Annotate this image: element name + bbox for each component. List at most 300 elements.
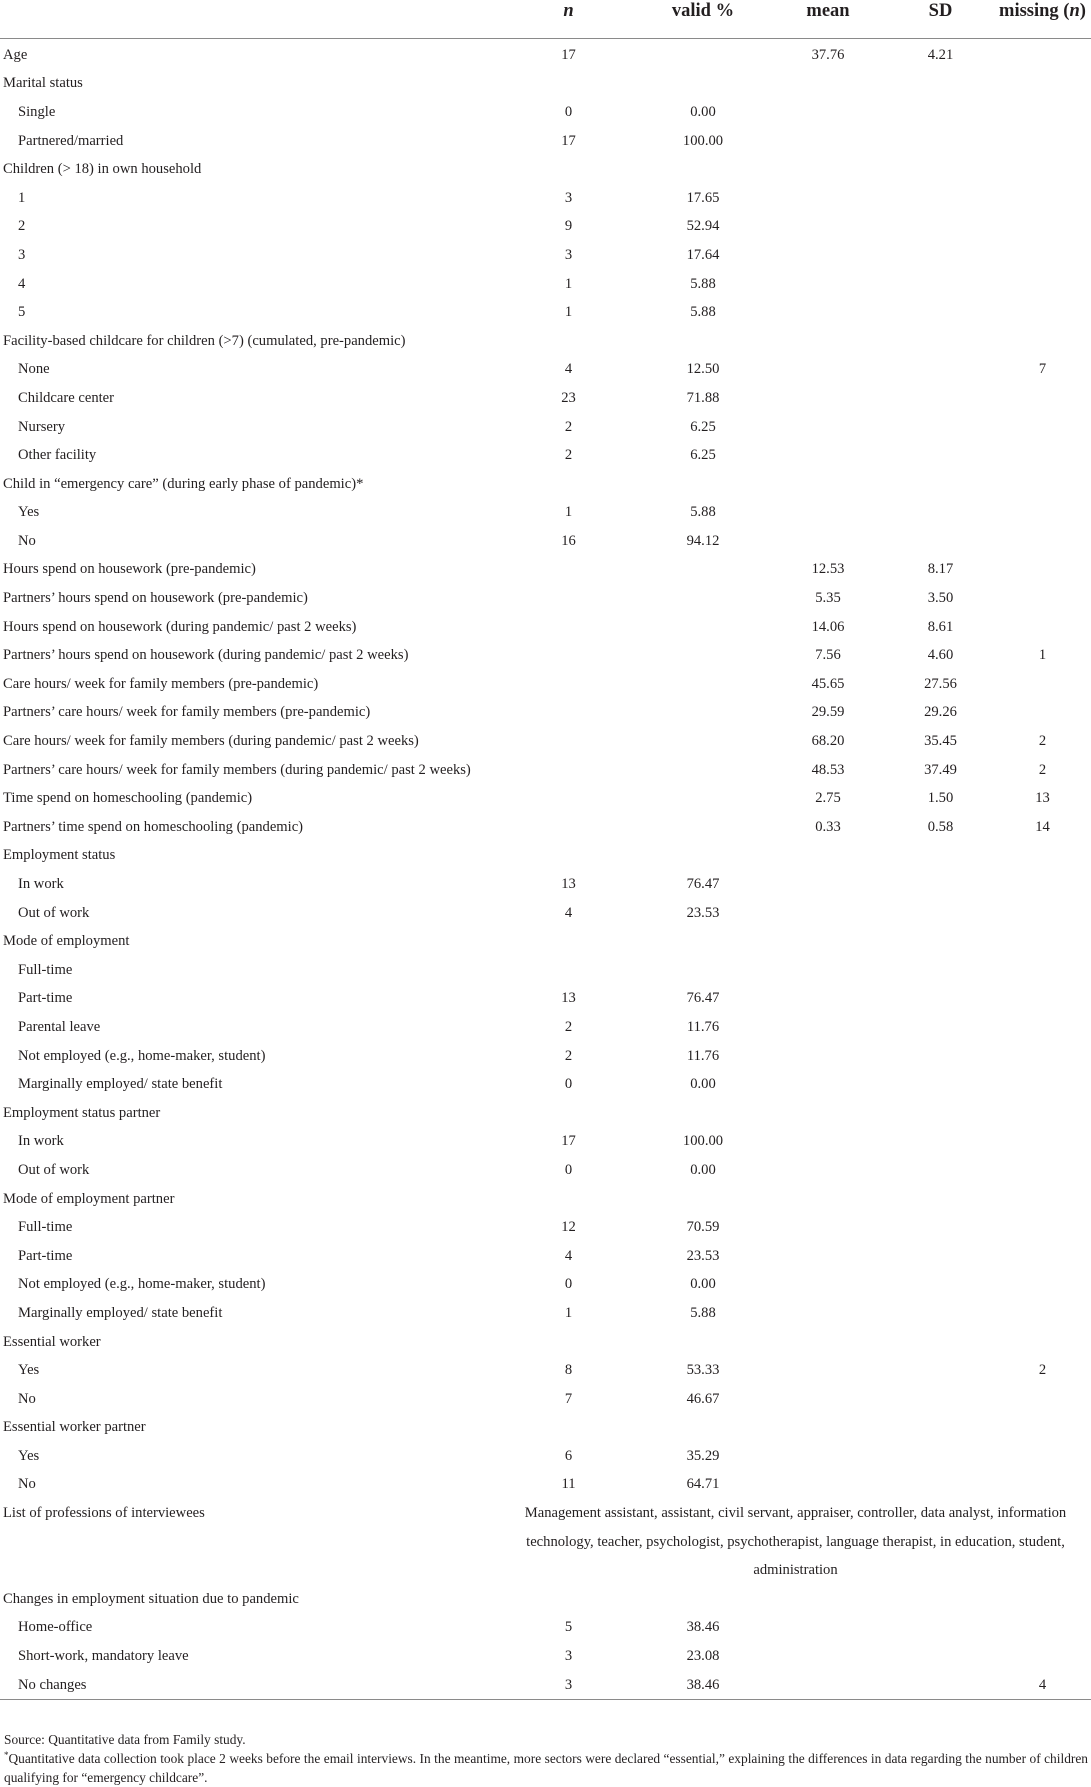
table-row: [0, 1042, 1091, 1071]
sd-cell: [887, 356, 994, 385]
n-cell: 2: [564, 418, 573, 435]
row-label: Changes in employment situation due to pandemic: [3, 1590, 299, 1607]
row-label: Employment status: [3, 847, 116, 864]
n-cell: 1: [564, 1304, 573, 1321]
n-cell: 4: [564, 361, 573, 378]
missing-cell: [994, 1213, 1091, 1242]
row-label: In work: [18, 1133, 64, 1150]
table-row: [0, 527, 1091, 556]
n-cell: [500, 327, 637, 356]
n-cell: 11: [561, 1476, 576, 1493]
n-cell: 0: [564, 1276, 573, 1293]
table-row: [0, 1013, 1091, 1042]
header-row: [0, 0, 1091, 39]
mean-cell: [769, 1156, 887, 1185]
missing-cell: 13: [1035, 790, 1050, 807]
header-label: [0, 0, 500, 39]
mean-cell: 0.33: [815, 818, 841, 835]
sd-cell: 3.50: [927, 590, 954, 607]
sd-cell: 1.50: [927, 790, 954, 807]
mean-cell: [769, 1471, 887, 1500]
table-row: [0, 499, 1091, 528]
valid-percent-cell: 12.50: [686, 361, 720, 378]
professions-list: Management assistant, assistant, civil servant, appraiser, controller, data analyst, information technology, teacher, psychologist, psychotherapist, language therapist, in education, student, administration: [524, 1505, 1067, 1579]
missing-cell: [994, 155, 1091, 184]
valid-percent-cell: 5.88: [690, 504, 716, 521]
valid-percent-cell: 46.67: [686, 1390, 720, 1407]
n-cell: 4: [564, 904, 573, 921]
row-label: No: [18, 1476, 36, 1493]
valid-percent-cell: [637, 813, 769, 842]
row-label: Marginally employed/ state benefit: [18, 1076, 223, 1093]
table-row: [0, 956, 1091, 985]
valid-percent-cell: 17.65: [686, 189, 720, 206]
sd-cell: 37.49: [924, 761, 957, 778]
n-cell: 3: [500, 1671, 637, 1700]
missing-cell: [994, 1242, 1091, 1271]
missing-cell: [994, 899, 1091, 928]
row-label: 4: [18, 275, 26, 292]
mean-cell: 37.76: [811, 46, 845, 63]
row-label: Nursery: [18, 418, 66, 435]
sd-cell: 4.60: [927, 647, 954, 664]
valid-percent-cell: [637, 470, 769, 499]
row-label: Facility-based childcare for children (>7) (cumulated, pre-pandemic): [3, 332, 406, 349]
valid-percent-cell: [637, 39, 769, 70]
valid-percent-cell: 94.12: [686, 532, 720, 549]
row-label: Part-time: [18, 990, 73, 1007]
row-label: Not employed (e.g., home-maker, student): [18, 1047, 266, 1064]
table-row: [0, 1156, 1091, 1185]
missing-cell: [994, 1385, 1091, 1414]
table-row: [0, 870, 1091, 899]
valid-percent-cell: 35.29: [686, 1447, 720, 1464]
missing-cell: [994, 1013, 1091, 1042]
sd-cell: 8.61: [927, 618, 954, 635]
sd-cell: [887, 899, 994, 928]
table-row: [0, 413, 1091, 442]
sd-cell: [887, 1442, 994, 1471]
missing-cell: [994, 70, 1091, 99]
row-label: Care hours/ week for family members (during pandemic/ past 2 weeks): [3, 733, 419, 750]
missing-cell: 2: [1038, 733, 1047, 750]
mean-cell: [769, 470, 887, 499]
table-row: [0, 584, 1091, 613]
valid-percent-cell: [637, 1414, 769, 1443]
table-row: [0, 813, 1091, 842]
missing-cell: [994, 384, 1091, 413]
valid-percent-cell: [637, 1328, 769, 1357]
n-cell: 2: [564, 447, 573, 464]
n-cell: [500, 1414, 637, 1443]
n-cell: 0: [564, 103, 573, 120]
valid-percent-cell: 38.46: [637, 1671, 769, 1700]
header-missing-n: n: [1069, 1, 1080, 21]
missing-cell: [994, 527, 1091, 556]
row-label: Child in “emergency care” (during early phase of pandemic)*: [3, 475, 364, 492]
sd-cell: [887, 155, 994, 184]
row-label: Age: [3, 46, 28, 63]
sd-cell: [887, 1642, 994, 1671]
row-label: Hours spend on housework (during pandemic/ past 2 weeks): [3, 618, 357, 635]
missing-cell: [994, 1471, 1091, 1500]
missing-cell: [994, 1128, 1091, 1157]
table-row: [0, 756, 1091, 785]
missing-cell: [994, 270, 1091, 299]
valid-percent-cell: [637, 842, 769, 871]
sd-cell: [887, 1213, 994, 1242]
table-row: [0, 1614, 1091, 1643]
mean-cell: [769, 127, 887, 156]
n-cell: [500, 70, 637, 99]
table-row: [0, 927, 1091, 956]
professions-row: [0, 1499, 1091, 1585]
missing-cell: [994, 699, 1091, 728]
valid-percent-cell: [637, 556, 769, 585]
missing-cell: 7: [1038, 361, 1047, 378]
mean-cell: 2.75: [815, 790, 841, 807]
missing-cell: 1: [1038, 647, 1047, 664]
n-cell: [500, 641, 637, 670]
table-row: [0, 613, 1091, 642]
valid-percent-cell: [637, 756, 769, 785]
missing-cell: [994, 842, 1091, 871]
sd-cell: [887, 1271, 994, 1300]
table-row: [0, 39, 1091, 70]
sd-cell: [887, 384, 994, 413]
row-label: Partners’ time spend on homeschooling (pandemic): [3, 818, 304, 835]
mean-cell: [769, 1614, 887, 1643]
row-label: Partners’ care hours/ week for family members (pre-pandemic): [3, 704, 371, 721]
mean-cell: [769, 870, 887, 899]
row-label: No: [18, 532, 36, 549]
row-label: Not employed (e.g., home-maker, student): [18, 1276, 266, 1293]
sd-cell: [887, 1585, 994, 1614]
sd-cell: [887, 1070, 994, 1099]
table-row: [0, 127, 1091, 156]
n-cell: 1: [564, 304, 573, 321]
mean-cell: [769, 899, 887, 928]
sd-cell: [887, 927, 994, 956]
valid-percent-cell: [637, 784, 769, 813]
header-sd: SD: [887, 0, 994, 39]
table-row: [0, 441, 1091, 470]
valid-percent-cell: 100.00: [682, 1133, 724, 1150]
n-cell: 8: [564, 1362, 573, 1379]
row-label: Full-time: [18, 1219, 73, 1236]
valid-percent-cell: [637, 1099, 769, 1128]
missing-cell: [994, 499, 1091, 528]
table-notes: [4, 1730, 1088, 1787]
valid-percent-cell: 11.76: [686, 1047, 720, 1064]
row-label: Partnered/married: [18, 132, 124, 149]
missing-cell: [994, 613, 1091, 642]
table-row: [0, 155, 1091, 184]
valid-percent-cell: [637, 956, 769, 985]
table-row: [0, 1213, 1091, 1242]
mean-cell: [769, 927, 887, 956]
row-label: Part-time: [18, 1247, 73, 1264]
n-cell: [500, 556, 637, 585]
n-cell: 17: [561, 46, 576, 63]
missing-cell: [994, 1328, 1091, 1357]
professions-label: List of professions of interviewees: [3, 1505, 205, 1522]
mean-cell: [769, 527, 887, 556]
sd-cell: [887, 1242, 994, 1271]
mean-cell: [769, 1213, 887, 1242]
mean-cell: [769, 184, 887, 213]
sd-cell: [887, 842, 994, 871]
sd-cell: [887, 441, 994, 470]
n-cell: 2: [564, 1018, 573, 1035]
table-row: [0, 899, 1091, 928]
sd-cell: [887, 298, 994, 327]
sd-cell: [887, 499, 994, 528]
row-label: Parental leave: [18, 1018, 101, 1035]
row-label: Single: [18, 103, 56, 120]
row-label: 2: [18, 218, 26, 235]
row-label: Essential worker: [3, 1333, 101, 1350]
n-cell: [500, 1585, 637, 1614]
mean-cell: [769, 1128, 887, 1157]
missing-cell: 2: [1038, 1362, 1047, 1379]
mean-cell: [769, 1328, 887, 1357]
n-cell: 0: [564, 1161, 573, 1178]
mean-cell: [769, 213, 887, 242]
valid-percent-cell: [637, 927, 769, 956]
missing-cell: [994, 956, 1091, 985]
mean-cell: [769, 956, 887, 985]
missing-cell: [994, 241, 1091, 270]
header-valid-percent: valid %: [637, 0, 769, 39]
missing-cell: [994, 870, 1091, 899]
valid-percent-cell: 76.47: [686, 876, 720, 893]
n-cell: [500, 842, 637, 871]
row-label: 5: [18, 304, 26, 321]
table-row: [0, 1328, 1091, 1357]
valid-percent-cell: [637, 155, 769, 184]
table-row: [0, 1242, 1091, 1271]
row-label: Children (> 18) in own household: [3, 161, 202, 178]
n-cell: [500, 1185, 637, 1214]
sd-cell: 4.21: [927, 46, 954, 63]
n-cell: 3: [564, 246, 573, 263]
header-n: n: [500, 0, 637, 39]
mean-cell: [769, 356, 887, 385]
n-cell: 3: [564, 189, 573, 206]
row-label: Yes: [18, 504, 40, 521]
row-label: Partners’ care hours/ week for family members (during pandemic/ past 2 weeks): [3, 761, 471, 778]
missing-cell: [994, 441, 1091, 470]
valid-percent-cell: 0.00: [690, 1161, 716, 1178]
table-row: [0, 556, 1091, 585]
row-label: Essential worker partner: [3, 1419, 146, 1436]
table-row: [0, 842, 1091, 871]
n-cell: [500, 927, 637, 956]
n-cell: [500, 613, 637, 642]
mean-cell: [769, 1642, 887, 1671]
mean-cell: [769, 1185, 887, 1214]
table-row: [0, 213, 1091, 242]
row-label: Childcare center: [18, 389, 115, 406]
valid-percent-cell: 23.08: [686, 1648, 720, 1665]
sd-cell: [887, 1414, 994, 1443]
valid-percent-cell: 100.00: [682, 132, 724, 149]
sd-cell: [887, 327, 994, 356]
missing-cell: [994, 927, 1091, 956]
mean-cell: 12.53: [811, 561, 845, 578]
sd-cell: [887, 985, 994, 1014]
n-cell: 17: [561, 132, 576, 149]
sd-cell: [887, 98, 994, 127]
valid-percent-cell: 0.00: [690, 1076, 716, 1093]
valid-percent-cell: 11.76: [686, 1018, 720, 1035]
table-row: [0, 1356, 1091, 1385]
sd-cell: [887, 1185, 994, 1214]
mean-cell: [769, 1242, 887, 1271]
mean-cell: [769, 327, 887, 356]
sd-cell: [887, 527, 994, 556]
missing-cell: [994, 1642, 1091, 1671]
valid-percent-cell: [637, 613, 769, 642]
n-cell: 17: [561, 1133, 576, 1150]
header-mean: mean: [769, 0, 887, 39]
mean-cell: [769, 1299, 887, 1328]
n-cell: 3: [564, 1648, 573, 1665]
valid-percent-cell: [637, 1185, 769, 1214]
row-label: Out of work: [18, 1161, 90, 1178]
missing-cell: [994, 1271, 1091, 1300]
sd-cell: [887, 956, 994, 985]
row-label: No changes: [0, 1671, 500, 1700]
mean-cell: 14.06: [811, 618, 845, 635]
mean-cell: [769, 1385, 887, 1414]
sd-cell: [887, 184, 994, 213]
sd-cell: [887, 413, 994, 442]
n-cell: 12: [561, 1219, 576, 1236]
missing-cell: [994, 39, 1091, 70]
mean-cell: [769, 842, 887, 871]
valid-percent-cell: 6.25: [690, 447, 716, 464]
missing-cell: [994, 470, 1091, 499]
row-label: 3: [18, 246, 26, 263]
n-cell: 0: [564, 1076, 573, 1093]
sd-cell: 8.17: [927, 561, 954, 578]
header-missing-suffix: ): [1079, 1, 1086, 21]
footnote-mark: *: [4, 1750, 9, 1760]
missing-cell: [994, 1185, 1091, 1214]
table-row: [0, 1585, 1091, 1614]
mean-cell: 29.59: [811, 704, 845, 721]
valid-percent-cell: [637, 1585, 769, 1614]
table-row: [0, 699, 1091, 728]
row-label: Hours spend on housework (pre-pandemic): [3, 561, 256, 578]
mean-cell: [769, 241, 887, 270]
row-label: Marginally employed/ state benefit: [18, 1304, 223, 1321]
missing-cell: [994, 1614, 1091, 1643]
valid-percent-cell: 23.53: [686, 1247, 720, 1264]
header-missing: [994, 0, 1091, 39]
valid-percent-cell: [637, 327, 769, 356]
missing-cell: [994, 1042, 1091, 1071]
n-cell: 5: [564, 1619, 573, 1636]
sd-cell: [887, 470, 994, 499]
table-row: [0, 241, 1091, 270]
n-cell: 13: [561, 876, 576, 893]
sd-cell: [887, 70, 994, 99]
valid-percent-cell: [637, 670, 769, 699]
mean-cell: [769, 1070, 887, 1099]
table-row: [0, 470, 1091, 499]
valid-percent-cell: 6.25: [690, 418, 716, 435]
table-row: [0, 1185, 1091, 1214]
valid-percent-cell: 76.47: [686, 990, 720, 1007]
valid-percent-cell: 5.88: [690, 1304, 716, 1321]
missing-cell: [994, 1156, 1091, 1185]
n-cell: [500, 784, 637, 813]
missing-cell: [994, 584, 1091, 613]
valid-percent-cell: [637, 584, 769, 613]
sd-cell: [887, 1328, 994, 1357]
table-row: [0, 1642, 1091, 1671]
missing-cell: 14: [1035, 818, 1050, 835]
missing-cell: 4: [994, 1671, 1091, 1700]
missing-cell: [994, 327, 1091, 356]
n-cell: 23: [561, 389, 576, 406]
mean-cell: [769, 298, 887, 327]
table-row: [0, 98, 1091, 127]
valid-percent-cell: 70.59: [686, 1219, 720, 1236]
row-label: Partners’ hours spend on housework (pre-pandemic): [3, 590, 308, 607]
mean-cell: 7.56: [815, 647, 841, 664]
row-label: Mode of employment partner: [3, 1190, 175, 1207]
valid-percent-cell: 0.00: [690, 1276, 716, 1293]
row-label: Yes: [18, 1447, 40, 1464]
source-note: Source: Quantitative data from Family study.: [4, 1732, 246, 1747]
missing-cell: [994, 98, 1091, 127]
missing-cell: [994, 213, 1091, 242]
mean-cell: [769, 270, 887, 299]
sd-cell: 35.45: [924, 733, 957, 750]
valid-percent-cell: 64.71: [686, 1476, 720, 1493]
table-row: [0, 270, 1091, 299]
valid-percent-cell: 0.00: [690, 103, 716, 120]
table-row: [0, 70, 1091, 99]
valid-percent-cell: 38.46: [686, 1619, 720, 1636]
table-row: [0, 1299, 1091, 1328]
row-label: Marital status: [3, 75, 83, 92]
table-row: [0, 384, 1091, 413]
mean-cell: [769, 1442, 887, 1471]
mean-cell: [769, 1099, 887, 1128]
table-row: [0, 1385, 1091, 1414]
n-cell: [500, 727, 637, 756]
missing-cell: [994, 184, 1091, 213]
row-label: Short-work, mandatory leave: [18, 1648, 189, 1665]
mean-cell: [769, 1271, 887, 1300]
mean-cell: [769, 1671, 887, 1700]
sd-cell: [887, 1099, 994, 1128]
missing-cell: [994, 556, 1091, 585]
table-header: [0, 0, 1091, 39]
table-row: [0, 1671, 1091, 1700]
table-body: [0, 39, 1091, 1700]
row-label: No: [18, 1390, 36, 1407]
valid-percent-cell: [637, 70, 769, 99]
table-row: [0, 1471, 1091, 1500]
n-cell: [500, 155, 637, 184]
sd-cell: [887, 1471, 994, 1500]
